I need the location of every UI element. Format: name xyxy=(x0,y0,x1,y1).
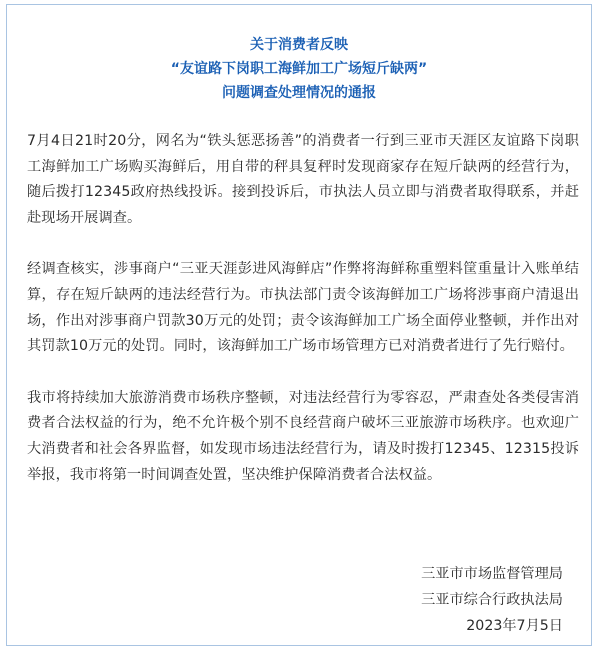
notice-frame xyxy=(6,4,592,646)
title-line-3: 问题调查处理情况的通报 xyxy=(222,85,376,101)
signature-date: 2023年7月5日 xyxy=(466,618,563,634)
title-line-1: 关于消费者反映 xyxy=(250,37,348,53)
signature-org-law-enforcement: 三亚市综合行政执法局 xyxy=(421,592,563,608)
title-line-2: “友谊路下岗职工海鲜加工广场短斤缺两” xyxy=(170,61,428,77)
signature-org-market-supervision: 三亚市市场监督管理局 xyxy=(421,566,563,582)
notice-body xyxy=(27,129,579,514)
notice-title xyxy=(7,33,591,105)
paragraph-investigation: 经调查核实，涉事商户“三亚天涯彭进风海鲜店”作弊将海鲜称重塑料筐重量计入账单结算，存在短斤缺两的违法经营行为。市执法部门责令该海鲜加工广场将涉事商户清退出场，作出对涉事商户罚款30万元的处罚；责令该海鲜加工广场全面停业整顿，并作出对其罚款10万元的处罚。同时，该海鲜加工广场市场管理方已对消费者进行了先行赔付。 xyxy=(27,261,579,355)
signature-block xyxy=(421,561,563,639)
paragraph-commitment: 我市将持续加大旅游消费市场秩序整顿，对违法经营行为零容忍，严肃查处各类侵害消费者合法权益的行为，绝不允许极个别不良经营商户破坏三亚旅游市场秩序。也欢迎广大消费者和社会各界监督，如发现市场违法经营行为，请及时拨打12345、12315投诉举报，我市将第一时间调查处置，坚决维护保障消费者合法权益。 xyxy=(27,389,579,483)
paragraph-incident: 7月4日21时20分，网名为“铁头惩恶扬善”的消费者一行到三亚市天涯区友谊路下岗职工海鲜加工广场购买海鲜后，用自带的秤具复秤时发现商家存在短斤缺两的经营行为，随后拨打12345政府热线投诉。接到投诉后，市执法人员立即与消费者取得联系，并赶赴现场开展调查。 xyxy=(27,133,579,226)
